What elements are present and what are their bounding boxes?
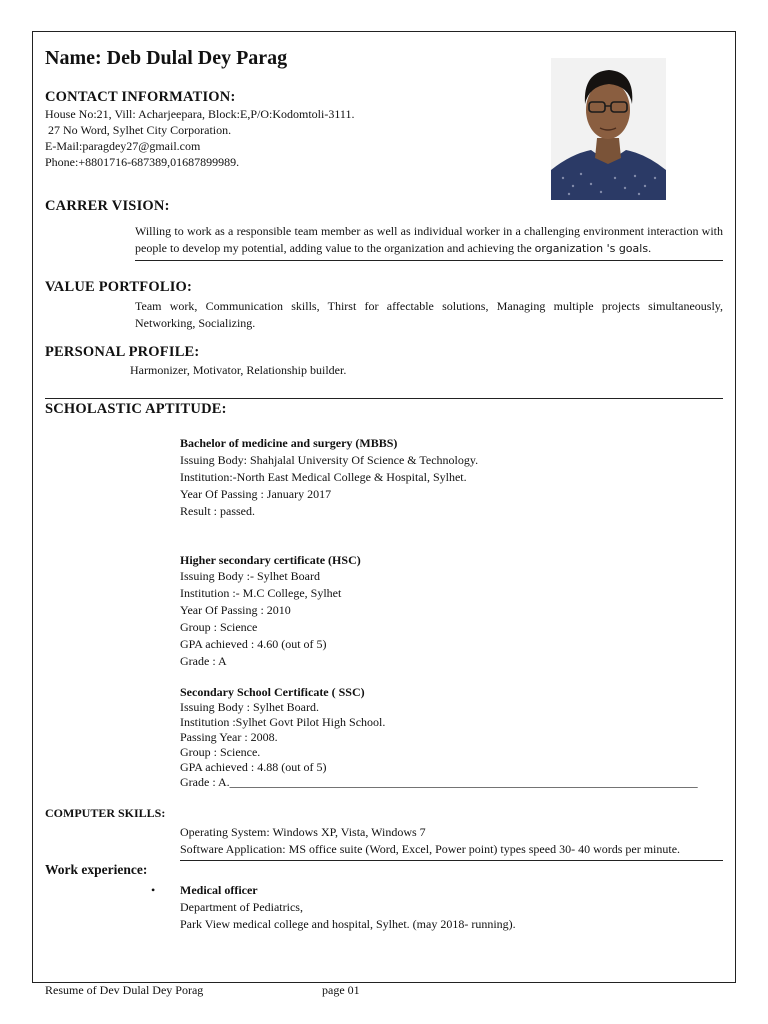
computer-block — [180, 824, 680, 858]
work-rule — [180, 860, 723, 861]
candidate-name: Name: Deb Dulal Dey Parag — [45, 47, 288, 69]
computer-heading: COMPUTER SKILLS: — [45, 806, 166, 820]
profile-photo-image — [551, 58, 666, 200]
personal-heading: PERSONAL PROFILE: — [45, 344, 200, 360]
career-text — [135, 223, 723, 257]
mbbs-block — [180, 452, 478, 520]
contact-email: E-Mail:paragdey27@gmail.com — [45, 139, 201, 153]
mbbs-result: Result : passed. — [180, 504, 255, 518]
computer-os: Operating System: Windows XP, Vista, Windows 7 — [180, 825, 426, 839]
work-block — [180, 899, 516, 933]
hsc-year: Year Of Passing : 2010 — [180, 603, 291, 617]
contact-phone: Phone:+8801716-687389,01687899989. — [45, 155, 240, 169]
scholastic-heading: SCHOLASTIC APTITUDE: — [45, 401, 227, 417]
footer-left: Resume of Dev Dulal Dey Porag — [45, 983, 204, 997]
contact-heading: CONTACT INFORMATION: — [45, 89, 236, 105]
hsc-issuing: Issuing Body :- Sylhet Board — [180, 569, 320, 583]
contact-address: House No:21, Vill: Acharjeepara, Block:E,P/O:Kodomtoli-3111. — [45, 107, 355, 121]
ssc-institution: Institution :Sylhet Govt Pilot High School. — [180, 715, 386, 729]
hsc-gpa: GPA achieved : 4.60 (out of 5) — [180, 637, 327, 651]
career-heading: CARRER VISION: — [45, 198, 170, 214]
contact-address-2: 27 No Word, Sylhet City Corporation. — [45, 123, 232, 137]
career-body: Willing to work as a responsible team member as well as individual worker in a challenging environment interaction with people to develop my potential, adding value to the organization and achieving the — [135, 224, 723, 255]
hsc-grade: Grade : A — [180, 654, 227, 668]
mbbs-title: Bachelor of medicine and surgery (MBBS) — [180, 436, 398, 450]
scholastic-rule — [45, 398, 723, 399]
work-title: Medical officer — [180, 883, 258, 897]
hsc-institution: Institution :- M.C College, Sylhet — [180, 586, 342, 600]
hsc-block — [180, 568, 341, 670]
career-end: . — [648, 241, 652, 255]
mbbs-issuing: Issuing Body: Shahjalal University Of Science & Technology. — [180, 453, 479, 467]
value-text: Team work, Communication skills, Thirst for affectable solutions, Managing multiple projects simultaneously, Networking, Socializing. — [135, 299, 723, 330]
ssc-grade: Grade : A.______________________________________________________________________________ — [180, 775, 698, 789]
footer-page: page 01 — [322, 983, 360, 997]
work-department: Department of Pediatrics, — [180, 900, 303, 914]
computer-software: Software Application: MS office suite (Word, Excel, Power point) types speed 30- 40 words per minute. — [180, 842, 681, 856]
profile-photo — [551, 58, 666, 200]
ssc-gpa: GPA achieved : 4.88 (out of 5) — [180, 760, 327, 774]
ssc-block — [180, 700, 723, 790]
career-rule — [135, 260, 723, 261]
hsc-group: Group : Science — [180, 620, 258, 634]
ssc-group: Group : Science. — [180, 745, 261, 759]
contact-block — [45, 106, 354, 170]
work-hospital: Park View medical college and hospital, Sylhet. (may 2018- running). — [180, 917, 516, 931]
ssc-issuing: Issuing Body : Sylhet Board. — [180, 700, 320, 714]
personal-text: Harmonizer, Motivator, Relationship builder. — [130, 363, 347, 377]
work-bullet: • — [151, 883, 156, 897]
hsc-title: Higher secondary certificate (HSC) — [180, 553, 361, 567]
ssc-year: Passing Year : 2008. — [180, 730, 278, 744]
mbbs-year: Year Of Passing : January 2017 — [180, 487, 332, 501]
career-goals: organization 's goals — [534, 242, 649, 255]
value-heading: VALUE PORTFOLIO: — [45, 279, 193, 295]
mbbs-institution: Institution:-North East Medical College & Hospital, Sylhet. — [180, 470, 467, 484]
work-heading: Work experience: — [45, 862, 148, 877]
ssc-title: Secondary School Certificate ( SSC) — [180, 685, 365, 699]
